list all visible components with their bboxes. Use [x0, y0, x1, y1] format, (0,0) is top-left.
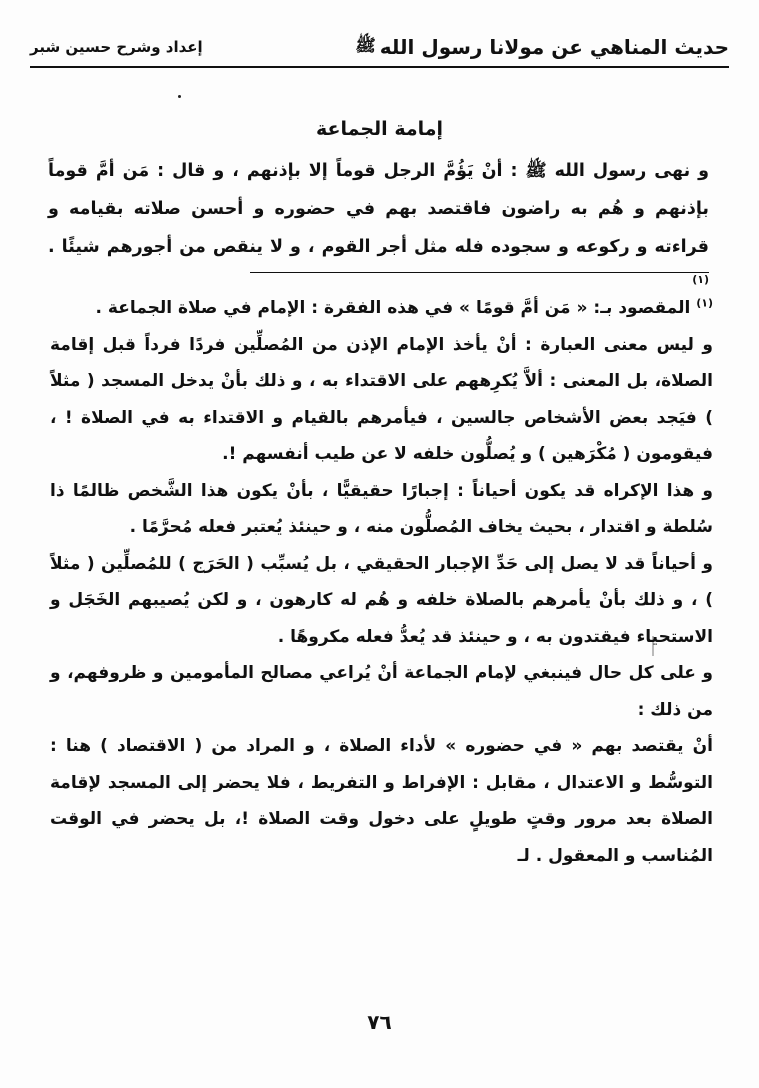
section-title: إمامة الجماعة: [315, 118, 444, 140]
footnote-divider: [250, 272, 709, 273]
header-title: [355, 35, 729, 60]
footnote-paragraph: و أحياناً قد لا يصل إلى حَدِّ الإجبار الحقيقي ، بل يُسبِّب ( الحَرَج ) للمُصلِّين ( مثلاً ) ، و ذلك بأنْ يأمرهم بالصلاة خلفه و هُم له كارهون ، و لكن يُصيبهم الخَجَل و الاستحياء فيقتدون به ، و حينئذ قد يُعدُّ فعله مكروهًا .: [50, 553, 713, 647]
footnote-paragraph: أنْ يقتصد بهم « في حضوره » لأداء الصلاة ، و المراد من ( الاقتصاد ) هنا : التوسُّط و الاعتدال ، مقابل : الإفراط و التفريط ، فلا يحضر إلى المسجد لإقامة الصلاة بعد مرور وقتٍ طويلٍ على دخول وقت الصلاة !، بل يحضر في الوقت المُناسب و المعقول . لـ: [50, 736, 713, 866]
main-paragraph-text: و نهى رسول الله ﷺ : أنْ يَؤُمَّ الرجل قوماً إلا بإذنهم ، و قال : مَن أمَّ قوماً بإذنهم و هُم به راضون فاقتصد بهم في حضوره و أحسن صلاته بقيامه و قراءته و ركوعه و سجوده فله مثل أجر القوم ، و لا ينقص من أجورهم شيئًا .: [48, 161, 709, 257]
honorific-glyph: ﷺ: [355, 35, 376, 56]
footnote-marker: (١): [696, 296, 713, 310]
footnote-paragraph: و على كل حال فينبغي لإمام الجماعة أنْ يُراعي مصالح المأمومين و ظروفهم، و من ذلك :: [50, 663, 713, 720]
page-number: ٧٦: [367, 1010, 392, 1034]
footnote-paragraph-text: المقصود بـ: « مَن أمَّ قومًا » في هذه الفقرة : الإمام في صلاة الجماعة .: [95, 298, 691, 318]
footnote-paragraph: [50, 290, 713, 327]
ink-speck: [178, 95, 181, 98]
footnote-body: [50, 290, 713, 874]
header-author: إعداد وشرح حسين شبر: [30, 38, 203, 56]
footnote-paragraph: و هذا الإكراه قد يكون أحياناً : إجبارًا حقيقيًّا ، بأنْ يكون هذا الشَّخص ظالمًا ذا سُلطة و اقتدار ، بحيث يخاف المُصلُّون منه ، و حينئذ يُعتبر فعله مُحرَّمًا .: [50, 480, 713, 537]
footnote-paragraph: و ليس معنى العبارة : أنْ يأخذ الإمام الإذن من المُصلِّين فردًا فرداً قبل إقامة الصلاة، بل المعنى : ألاَّ يُكرِههم على الاقتداء به ، و ذلك بأنْ يدخل المسجد ( مثلاً ) فيَجد بعض الأشخاص جالسين ، فيأمرهم بالقيام و الاقتداء به في الصلاة ! ، فيقومون ( مُكْرَهين ) و يُصلُّون خلفه لا عن طيب أنفسهم !.: [50, 334, 713, 464]
header-title-text: حديث المناهي عن مولانا رسول الله: [379, 35, 729, 59]
footnote-reference: (١): [692, 273, 709, 287]
header-divider: [30, 66, 729, 68]
main-paragraph: [48, 152, 709, 304]
main-body: [48, 152, 709, 304]
running-header: [30, 30, 729, 64]
